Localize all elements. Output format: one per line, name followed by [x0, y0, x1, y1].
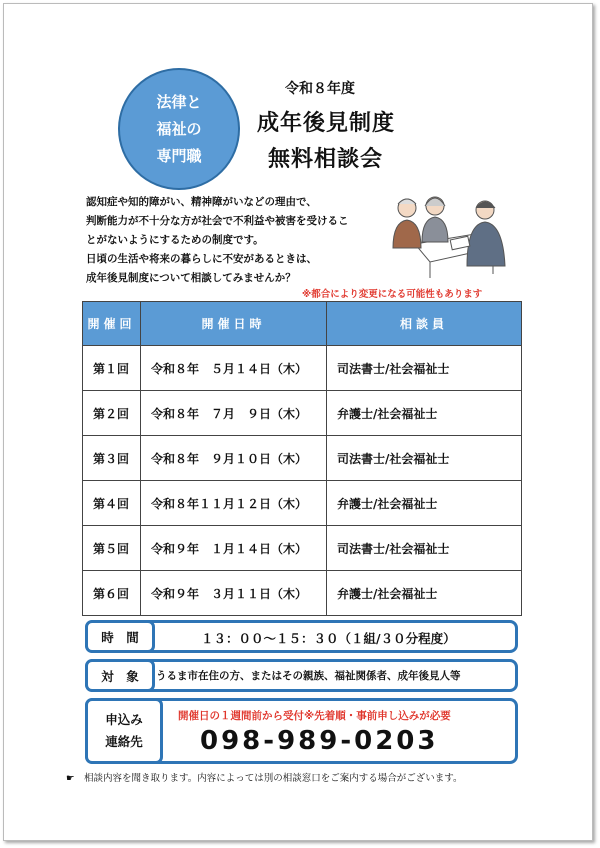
intro-line: 判断能力が不十分な方が社会で不利益や被害を受けるこ — [86, 215, 349, 227]
session-cell: 第１回 — [83, 346, 141, 391]
session-cell: 第４回 — [83, 481, 141, 526]
staff-cell: 司法書士/社会福祉士 — [327, 436, 522, 481]
page-subtitle: 無料相談会 — [268, 147, 384, 172]
target-label: 対 象 — [85, 659, 155, 692]
intro-line: とがないようにするための制度です。 — [86, 234, 264, 246]
page-title: 成年後見制度 — [257, 111, 396, 136]
date-cell: 令和９年 １月１４日（木） — [141, 526, 327, 571]
apply-label-line: 申込み — [105, 712, 143, 727]
target-value: うるま市在住の方、またはその親族、福祉関係者、成年後見人等 — [156, 670, 461, 682]
phone-number: 098-989-0203 — [200, 726, 439, 756]
intro-line: 認知症や知的障がい、精神障がいなどの理由で、 — [86, 196, 317, 208]
staff-cell: 司法書士/社会福祉士 — [327, 346, 522, 391]
consultation-illustration — [385, 186, 510, 281]
apply-label-line: 連絡先 — [105, 734, 143, 749]
time-value: １３：００～１５：３０（１組/３０分程度） — [201, 631, 456, 646]
date-cell: 令和８年 ５月１４日（木） — [141, 346, 327, 391]
date-cell: 令和８年１１月１２日（木） — [141, 481, 327, 526]
schedule-table — [82, 301, 522, 616]
header-date: 開催日時 — [141, 302, 327, 346]
header-staff: 相談員 — [327, 302, 522, 346]
table-row — [83, 436, 522, 481]
staff-cell: 司法書士/社会福祉士 — [327, 526, 522, 571]
header-session: 開催回 — [83, 302, 141, 346]
intro-line: 成年後見制度について相談してみませんか？ — [86, 272, 296, 284]
staff-cell: 弁護士/社会福祉士 — [327, 481, 522, 526]
staff-cell: 弁護士/社会福祉士 — [327, 571, 522, 616]
change-notice: ※都合により変更になる可能性もあります — [302, 289, 483, 300]
badge-line: 法律と — [156, 92, 202, 111]
table-header-row — [83, 302, 522, 346]
fiscal-year: 令和８年度 — [285, 81, 355, 97]
time-label: 時 間 — [85, 620, 155, 653]
table-row — [83, 391, 522, 436]
specialist-badge — [118, 68, 240, 190]
apply-note: 開催日の１週間前から受付※先着順・事前申し込みが必要 — [178, 710, 451, 722]
intro-line: 日頃の生活や将来の暮らしに不安があるときは、 — [86, 253, 317, 265]
apply-label — [85, 698, 163, 764]
table-row — [83, 481, 522, 526]
date-cell: 令和９年 ３月１１日（木） — [141, 571, 327, 616]
table-row — [83, 571, 522, 616]
session-cell: 第５回 — [83, 526, 141, 571]
intro-text — [86, 193, 386, 288]
session-cell: 第２回 — [83, 391, 141, 436]
session-cell: 第３回 — [83, 436, 141, 481]
staff-cell: 弁護士/社会福祉士 — [327, 391, 522, 436]
date-cell: 令和８年 ９月１０日（木） — [141, 436, 327, 481]
badge-line: 福祉の — [156, 119, 202, 138]
date-cell: 令和８年 ７月 ９日（木） — [141, 391, 327, 436]
session-cell: 第６回 — [83, 571, 141, 616]
badge-line: 専門職 — [156, 146, 202, 165]
table-row — [83, 526, 522, 571]
table-row — [83, 346, 522, 391]
footer-note: ☛ 相談内容を聞き取ります。内容によっては別の相談窓口をご案内する場合がございます。 — [66, 773, 463, 784]
